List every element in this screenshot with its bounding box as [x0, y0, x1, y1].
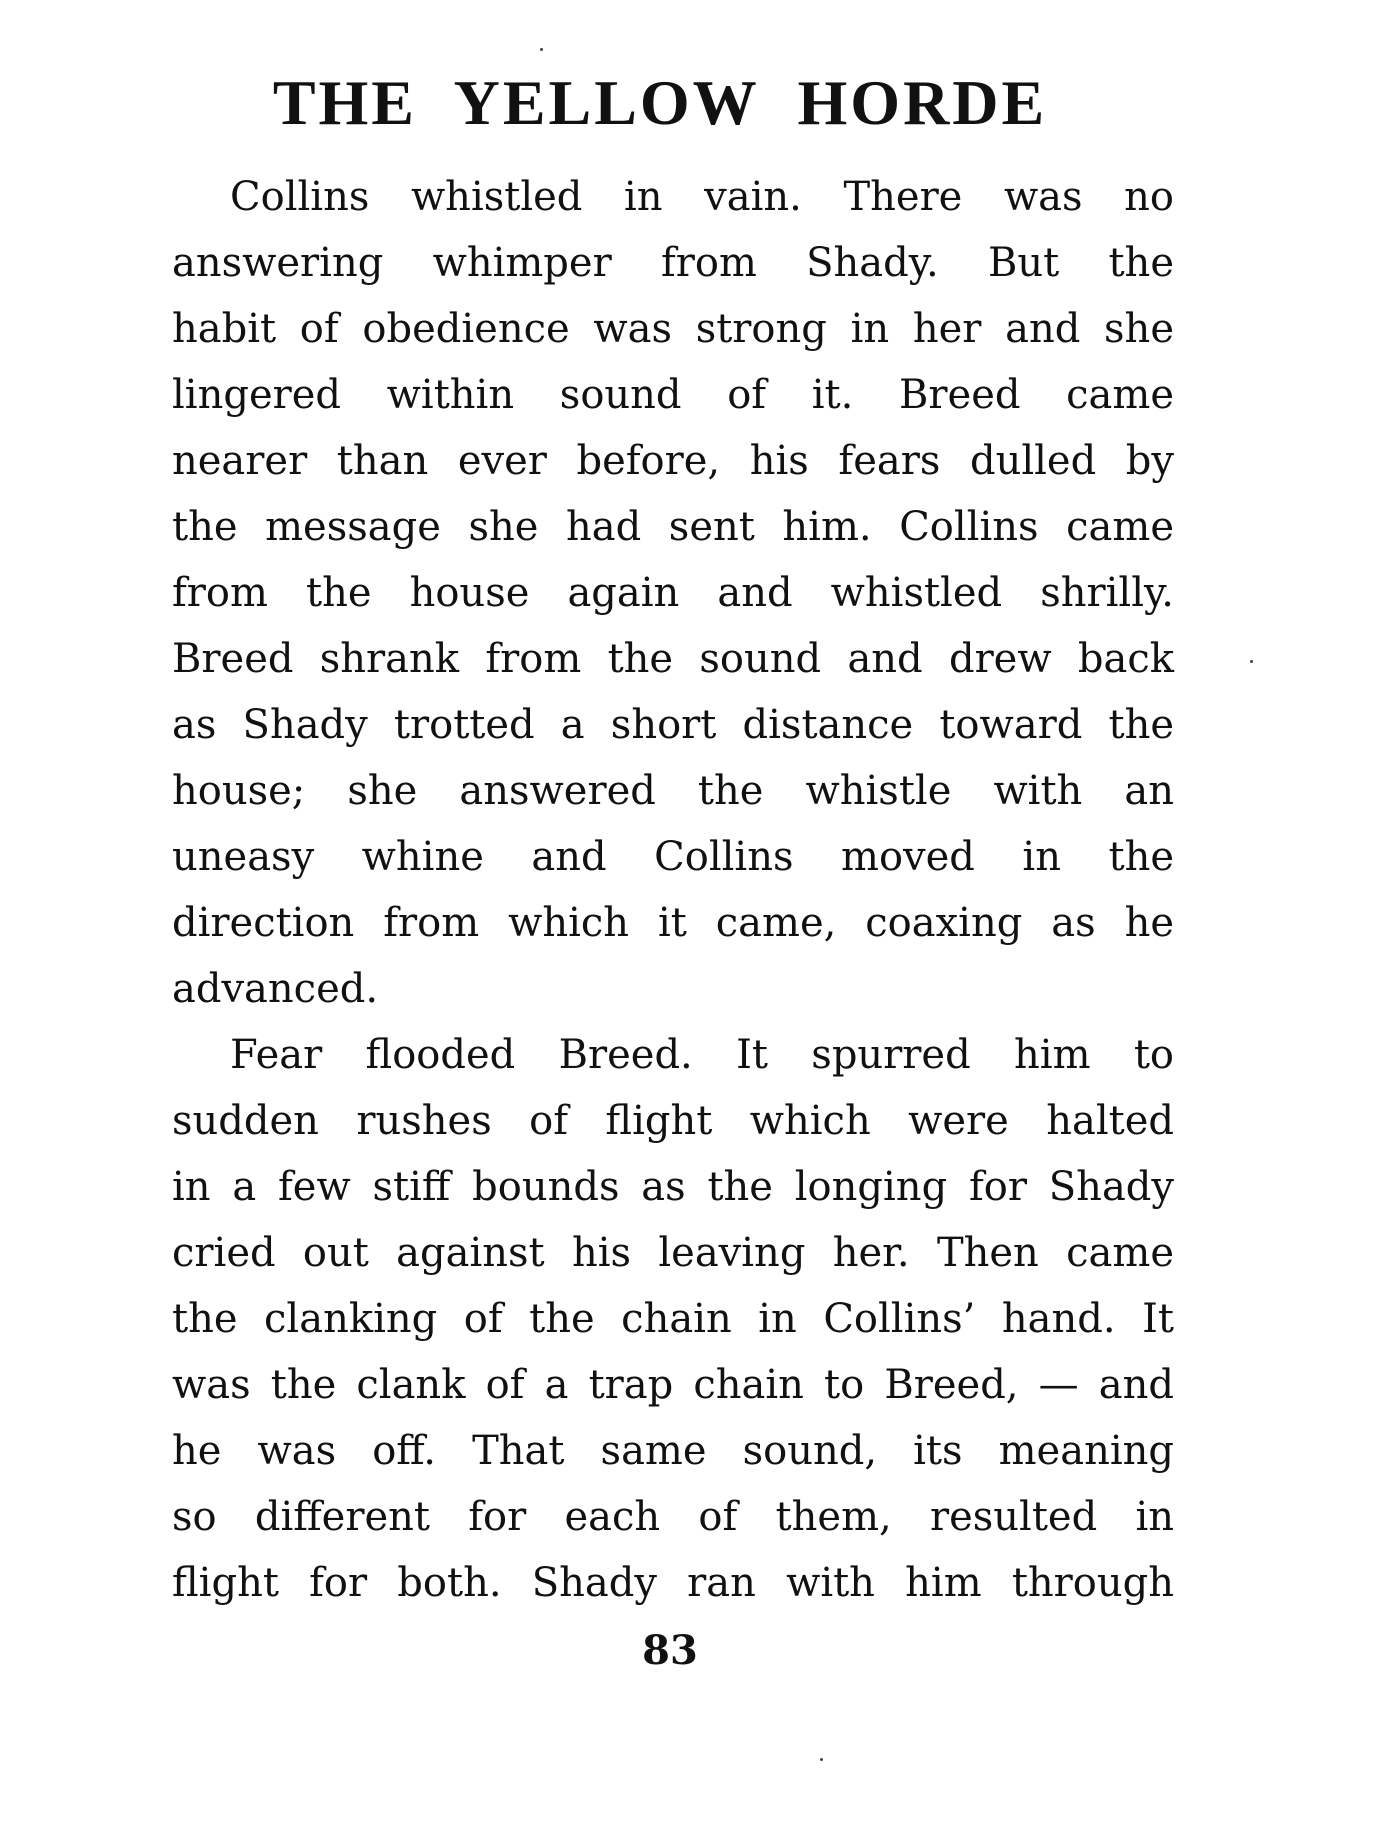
text-line: Collins whistled in vain. There was no	[230, 174, 1174, 220]
print-speck	[540, 48, 543, 51]
text-line: from the house again and whistled shrilly.	[172, 570, 1174, 616]
print-speck	[820, 1758, 823, 1761]
text-line: sudden rushes of flight which were halted	[172, 1098, 1174, 1144]
print-speck	[1250, 660, 1253, 663]
text-line: the message she had sent him. Collins came	[172, 504, 1174, 550]
paragraph-2	[172, 1022, 1174, 1616]
text-line: direction from which it came, coaxing as he	[172, 900, 1174, 946]
text-line: so different for each of them, resulted in	[172, 1494, 1174, 1540]
text-line: house; she answered the whistle with an	[172, 768, 1174, 814]
text-line: flight for both. Shady ran with him through	[172, 1560, 1174, 1606]
page-number: 83	[642, 1627, 698, 1674]
text-line: advanced.	[172, 966, 379, 1012]
text-line: habit of obedience was strong in her and she	[172, 306, 1174, 352]
text-line: he was off. That same sound, its meaning	[172, 1428, 1174, 1474]
text-line: in a few stiff bounds as the longing for Shady	[172, 1164, 1174, 1210]
running-head: THE YELLOW HORDE	[272, 67, 1048, 138]
text-line: Breed shrank from the sound and drew back	[172, 636, 1174, 682]
text-line: the clanking of the chain in Collins’ hand. It	[172, 1296, 1174, 1342]
text-line: was the clank of a trap chain to Breed, — and	[172, 1362, 1174, 1408]
paragraph-1	[172, 164, 1174, 1022]
body-text	[172, 164, 1174, 1616]
text-line: Fear flooded Breed. It spurred him to	[230, 1032, 1174, 1078]
text-line: as Shady trotted a short distance toward the	[172, 702, 1174, 748]
text-line: uneasy whine and Collins moved in the	[172, 834, 1174, 880]
text-line: lingered within sound of it. Breed came	[172, 372, 1174, 418]
text-line: answering whimper from Shady. But the	[172, 240, 1174, 286]
text-line: nearer than ever before, his fears dulled by	[172, 438, 1174, 484]
text-line: cried out against his leaving her. Then came	[172, 1230, 1174, 1276]
